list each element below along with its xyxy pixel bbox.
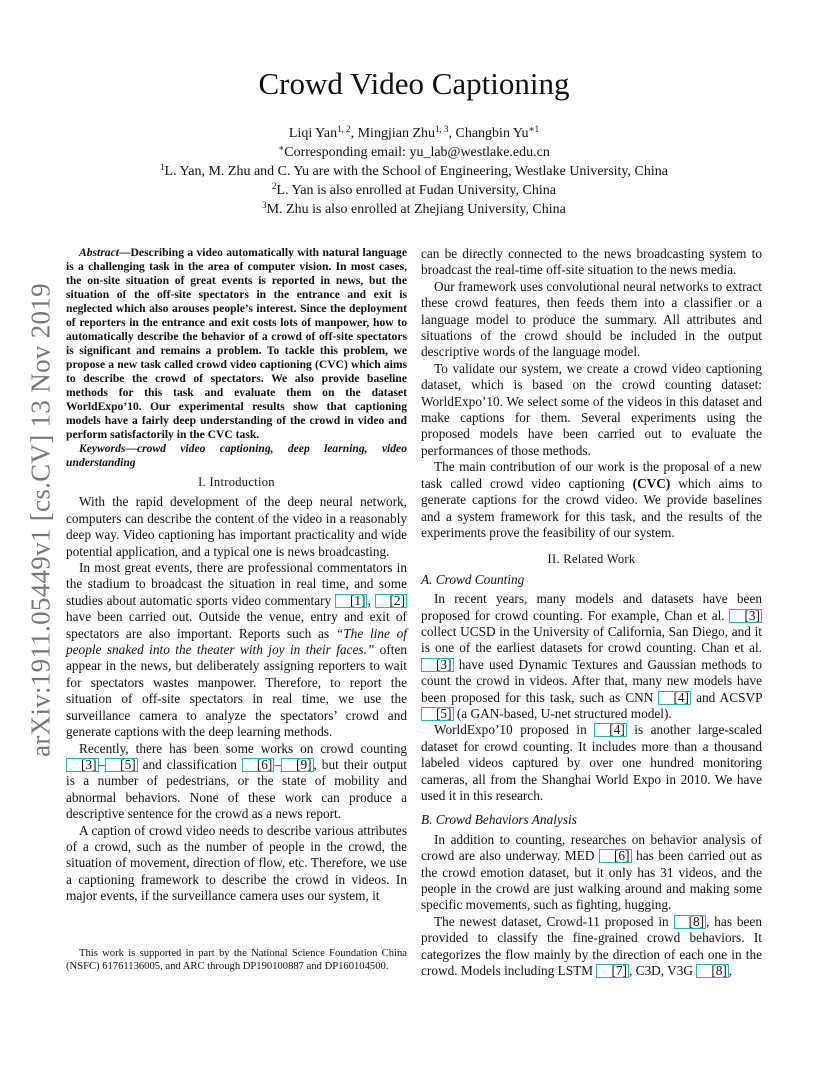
related-paragraph-4 [421, 914, 762, 980]
affiliation-text: M. Zhu is also enrolled at Zhejiang University, China [266, 202, 566, 217]
text-run: has been carried out as the crowd emotion dataset, but it only has 31 videos, and the people in the crowd are just walking around and making some specific movements, such as fighting, hugging. [421, 848, 762, 913]
text-run: and ACSVP [696, 689, 763, 705]
affiliation-1 [0, 162, 828, 181]
text-run: In addition to counting, researches on behavior analysis of crowd are also underway. MED [421, 831, 762, 864]
arxiv-stamp [22, 280, 60, 760]
author-block [0, 124, 828, 219]
citation-link[interactable]: [5] [105, 758, 138, 772]
author-sup: 1, 3 [435, 124, 449, 134]
related-paragraph-1 [421, 591, 762, 722]
left-column [66, 246, 407, 905]
citation-link[interactable]: [3] [66, 758, 99, 772]
intro-paragraph-6: To validate our system, we create a crowd video captioning dataset, which is based on the crowd counting dataset: WorldExpo’10. We select some of the videos in this dataset and make captions for them. Several experiments using the proposed models have been carried out to evaluate the performances of those methods. [421, 360, 762, 458]
subsection-heading-crowd-counting: A. Crowd Counting [421, 571, 525, 587]
keywords [66, 442, 407, 470]
arxiv-stamp-text: arXiv:1911.05449v1 [cs.CV] 13 Nov 2019 [25, 283, 56, 757]
author-yan: Liqi Yan [288, 126, 338, 141]
text-run: , has been provided to classify the fine-grained crowd behaviors. It categorizes the flow mainly by the direction of each one in the crowd. Models including LSTM [421, 913, 762, 979]
citation-link[interactable]: [8] [674, 915, 707, 929]
affiliation-text: L. Yan, M. Zhu and C. Yu are with the School of Engineering, Westlake University, China [164, 164, 668, 179]
author-sup: ∗ [278, 143, 285, 153]
intro-paragraph-2 [66, 560, 407, 740]
corresponding-email [0, 143, 828, 162]
citation-link[interactable]: [4] [658, 691, 691, 705]
affiliation-2 [0, 181, 828, 200]
related-paragraph-2 [421, 722, 762, 804]
section-heading-related-work: II. Related Work [547, 552, 636, 567]
citation-link[interactable]: [4] [594, 723, 627, 737]
subsection-heading-crowd-behaviors: B. Crowd Behaviors Analysis [421, 812, 577, 828]
text-run: collect UCSD in the University of California, San Diego, and it is one of the earliest datasets for crowd counting. Chan et al. [421, 623, 762, 656]
text-run: often appear in the news, but deliberately assigning reporters to wait for spectators wastes manpower. Therefore, to report the situation of off-site spectators in real time, we use the surveillance camera to analyze the spectators’ crowd and generate captions with the deep learning methods. [66, 642, 407, 740]
text-run: which aims to generate captions for the crowd video. We provide baselines and a system framework for this task, and the results of the experiments prove the feasibility of our system. [421, 475, 763, 540]
text-run: , [367, 592, 371, 608]
text-run: , but their output is a number of pedestrians, or the state of mobility and abnormal behaviors. None of these work can produce a descriptive sentence for the crowd as a news report. [66, 756, 408, 822]
intro-paragraph-4-cont: can be directly connected to the news broadcasting system to broadcast the real-time off-site situation to the news media. [421, 246, 762, 278]
intro-paragraph-4: A caption of crowd video needs to describe various attributes of a crowd, such as the number of people in the crowd, the situation of movement, direction of flow, etc. Therefore, we use a captioning framework to describe the crowd in videos. In major events, if the surveillance camera uses our system, it [66, 822, 407, 904]
citation-link[interactable]: [6] [242, 758, 275, 772]
citation-link[interactable]: [6] [599, 849, 632, 863]
citation-link[interactable]: [8] [696, 964, 729, 978]
bold-text: (CVC) [632, 475, 671, 491]
affiliation-text: L. Yan is also enrolled at Fudan University, China [276, 183, 556, 198]
intro-paragraph-3 [66, 741, 407, 823]
author-sup: 3 [262, 200, 267, 210]
intro-paragraph-1: With the rapid development of the deep neural network, computers can describe the content of the video in a reasonably deep way. Video captioning has important practicality and wide potential application, and a typical one is news broadcasting. [66, 494, 407, 559]
abstract-label: Abstract [79, 246, 119, 259]
author-sup: 2 [272, 181, 277, 191]
citation-link[interactable]: [3] [421, 658, 454, 672]
text-run: The newest dataset, Crowd-11 proposed in [434, 913, 669, 929]
keywords-label: Keywords [79, 442, 126, 455]
footnote: This work is supported in part by the National Science Foundation China (NSFC) 61761136005, and ARC through DP190100887 and DP160104500. [66, 948, 407, 972]
citation-link[interactable]: [3] [729, 609, 762, 623]
text-run: WorldExpo’10 proposed in [434, 722, 587, 738]
author-sup: 1, 2 [337, 124, 351, 134]
intro-paragraph-5: Our framework uses convolutional neural networks to extract these crowd features, then feeds them into a classifier or a language model to produce the summary. All attributes and situations of the crowd should be included in the output descriptive words of the language model. [421, 278, 762, 360]
author-yu: , Changbin Yu [448, 126, 529, 141]
citation-link[interactable]: [7] [596, 964, 629, 978]
related-paragraph-3 [421, 832, 762, 914]
right-column [421, 246, 762, 979]
text-run: In most great events, there are professional commentators in the stadium to broadcast the situation in real time, and some studies about automatic sports video commentary [66, 560, 407, 608]
text-run: (a GAN-based, U-net structured model). [456, 705, 672, 721]
citation-link[interactable]: [5] [421, 707, 454, 721]
quote-text: “The line of people snaked into the theater with joy in their faces.” [66, 625, 407, 658]
citation-link[interactable]: [9] [281, 758, 314, 772]
text-run: have been carried out. Outside the venue, entry and exit of spectators are also important. Reports such as [66, 609, 407, 641]
citation-link[interactable]: [2] [375, 594, 408, 608]
section-heading-introduction: I. Introduction [198, 475, 275, 489]
text-run: is another large-scaled dataset for crowd counting. It includes more than a thousand labeled videos captured by over one hundred monitoring cameras, all from the Shanghai World Expo in 2010. We have used it in this research. [421, 722, 763, 803]
abstract-text: —Describing a video automatically with natural language is a challenging task in the area of computer vision. In most cases, the on-site situation of great events is reported in news, but the situation of the off-site spectators in the entrance and exit is neglected which also arouses people’s interest. Since the deployment of reporters in the entrance and exit costs lots of manpower, how to automatically describe the behavior of a crowd of off-site spectators is significant and remains a problem. To tackle this problem, we propose a new task called crowd video captioning (CVC) which aims to describe the crowd of spectators. We also provide baseline methods for this task and evaluate them on the dataset WorldExpo’10. Our experimental results show that captioning models have a fairly deep understanding of the crowd in video and perform satisfactorily in the CVC task. [66, 246, 407, 441]
author-names [0, 124, 828, 143]
text-run: In recent years, many models and datasets have been proposed for crowd counting. For example, Chan et al. [421, 591, 762, 623]
intro-paragraph-7 [421, 459, 762, 541]
text-run: , [728, 963, 733, 979]
author-sup: ∗1 [528, 124, 540, 134]
text-run: and classification [142, 756, 237, 772]
author-sup: 1 [160, 162, 165, 172]
keywords-text: —crowd video captioning, deep learning, video understanding [66, 442, 407, 469]
abstract [66, 246, 407, 442]
text-run: Recently, there has been some works on crowd counting [79, 740, 407, 756]
text-run: have used Dynamic Textures and Gaussian methods to count the crowd in videos. After that, many new models have been proposed for this task, such as CNN [421, 656, 762, 705]
citation-link[interactable]: [1] [335, 594, 368, 608]
corresponding-text: Corresponding email: yu_lab@westlake.edu.cn [284, 145, 550, 160]
paper-title: Crowd Video Captioning [258, 66, 570, 101]
text-run: – [274, 756, 282, 772]
text-run: , C3D, V3G [628, 963, 693, 979]
author-zhu: , Mingjian Zhu [350, 126, 435, 141]
text-run: The main contribution of our work is the proposal of a new task called crowd video captioning [421, 459, 762, 491]
text-run: – [98, 756, 106, 772]
affiliation-3 [0, 200, 828, 219]
